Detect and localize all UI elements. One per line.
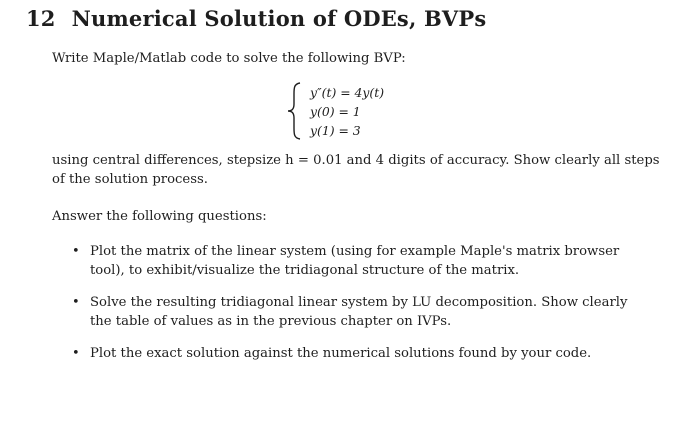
bullet-icon: •	[72, 346, 80, 361]
list-item	[72, 344, 652, 363]
equation-ode: y″(t) = 4y(t)	[310, 85, 385, 100]
question-1-line-2: tool), to exhibit/visualize the tridiagonal structure of the matrix.	[90, 263, 520, 278]
question-1-line-1: Plot the matrix of the linear system (using for example Maple's matrix browser	[90, 244, 620, 259]
bvp-equations	[310, 83, 384, 140]
intro-text: Write Maple/Matlab code to solve the following BVP:	[52, 51, 406, 66]
section-heading	[26, 6, 486, 31]
method-line-1: using central differences, stepsize h = 0.01 and 4 digits of accuracy. Show clearly all steps	[52, 153, 660, 168]
section-number: 12	[26, 6, 56, 31]
method-line-2: of the solution process.	[52, 172, 208, 187]
equation-bc-right: y(1) = 3	[310, 123, 361, 138]
question-2-line-1: Solve the resulting tridiagonal linear system by LU decomposition. Show clearly	[90, 295, 628, 310]
method-paragraph	[52, 151, 660, 189]
list-item	[72, 293, 652, 331]
left-brace-icon	[286, 82, 304, 140]
question-list	[72, 242, 652, 376]
section-title: Numerical Solution of ODEs, BVPs	[71, 6, 487, 31]
bullet-icon: •	[72, 295, 80, 310]
list-item	[72, 242, 652, 280]
bvp-system	[286, 82, 426, 140]
equation-bc-left: y(0) = 1	[310, 104, 361, 119]
questions-intro: Answer the following questions:	[52, 209, 267, 224]
bullet-icon: •	[72, 244, 80, 259]
question-2-line-2: the table of values as in the previous chapter on IVPs.	[90, 314, 452, 329]
question-3-line-1: Plot the exact solution against the numerical solutions found by your code.	[90, 346, 592, 361]
